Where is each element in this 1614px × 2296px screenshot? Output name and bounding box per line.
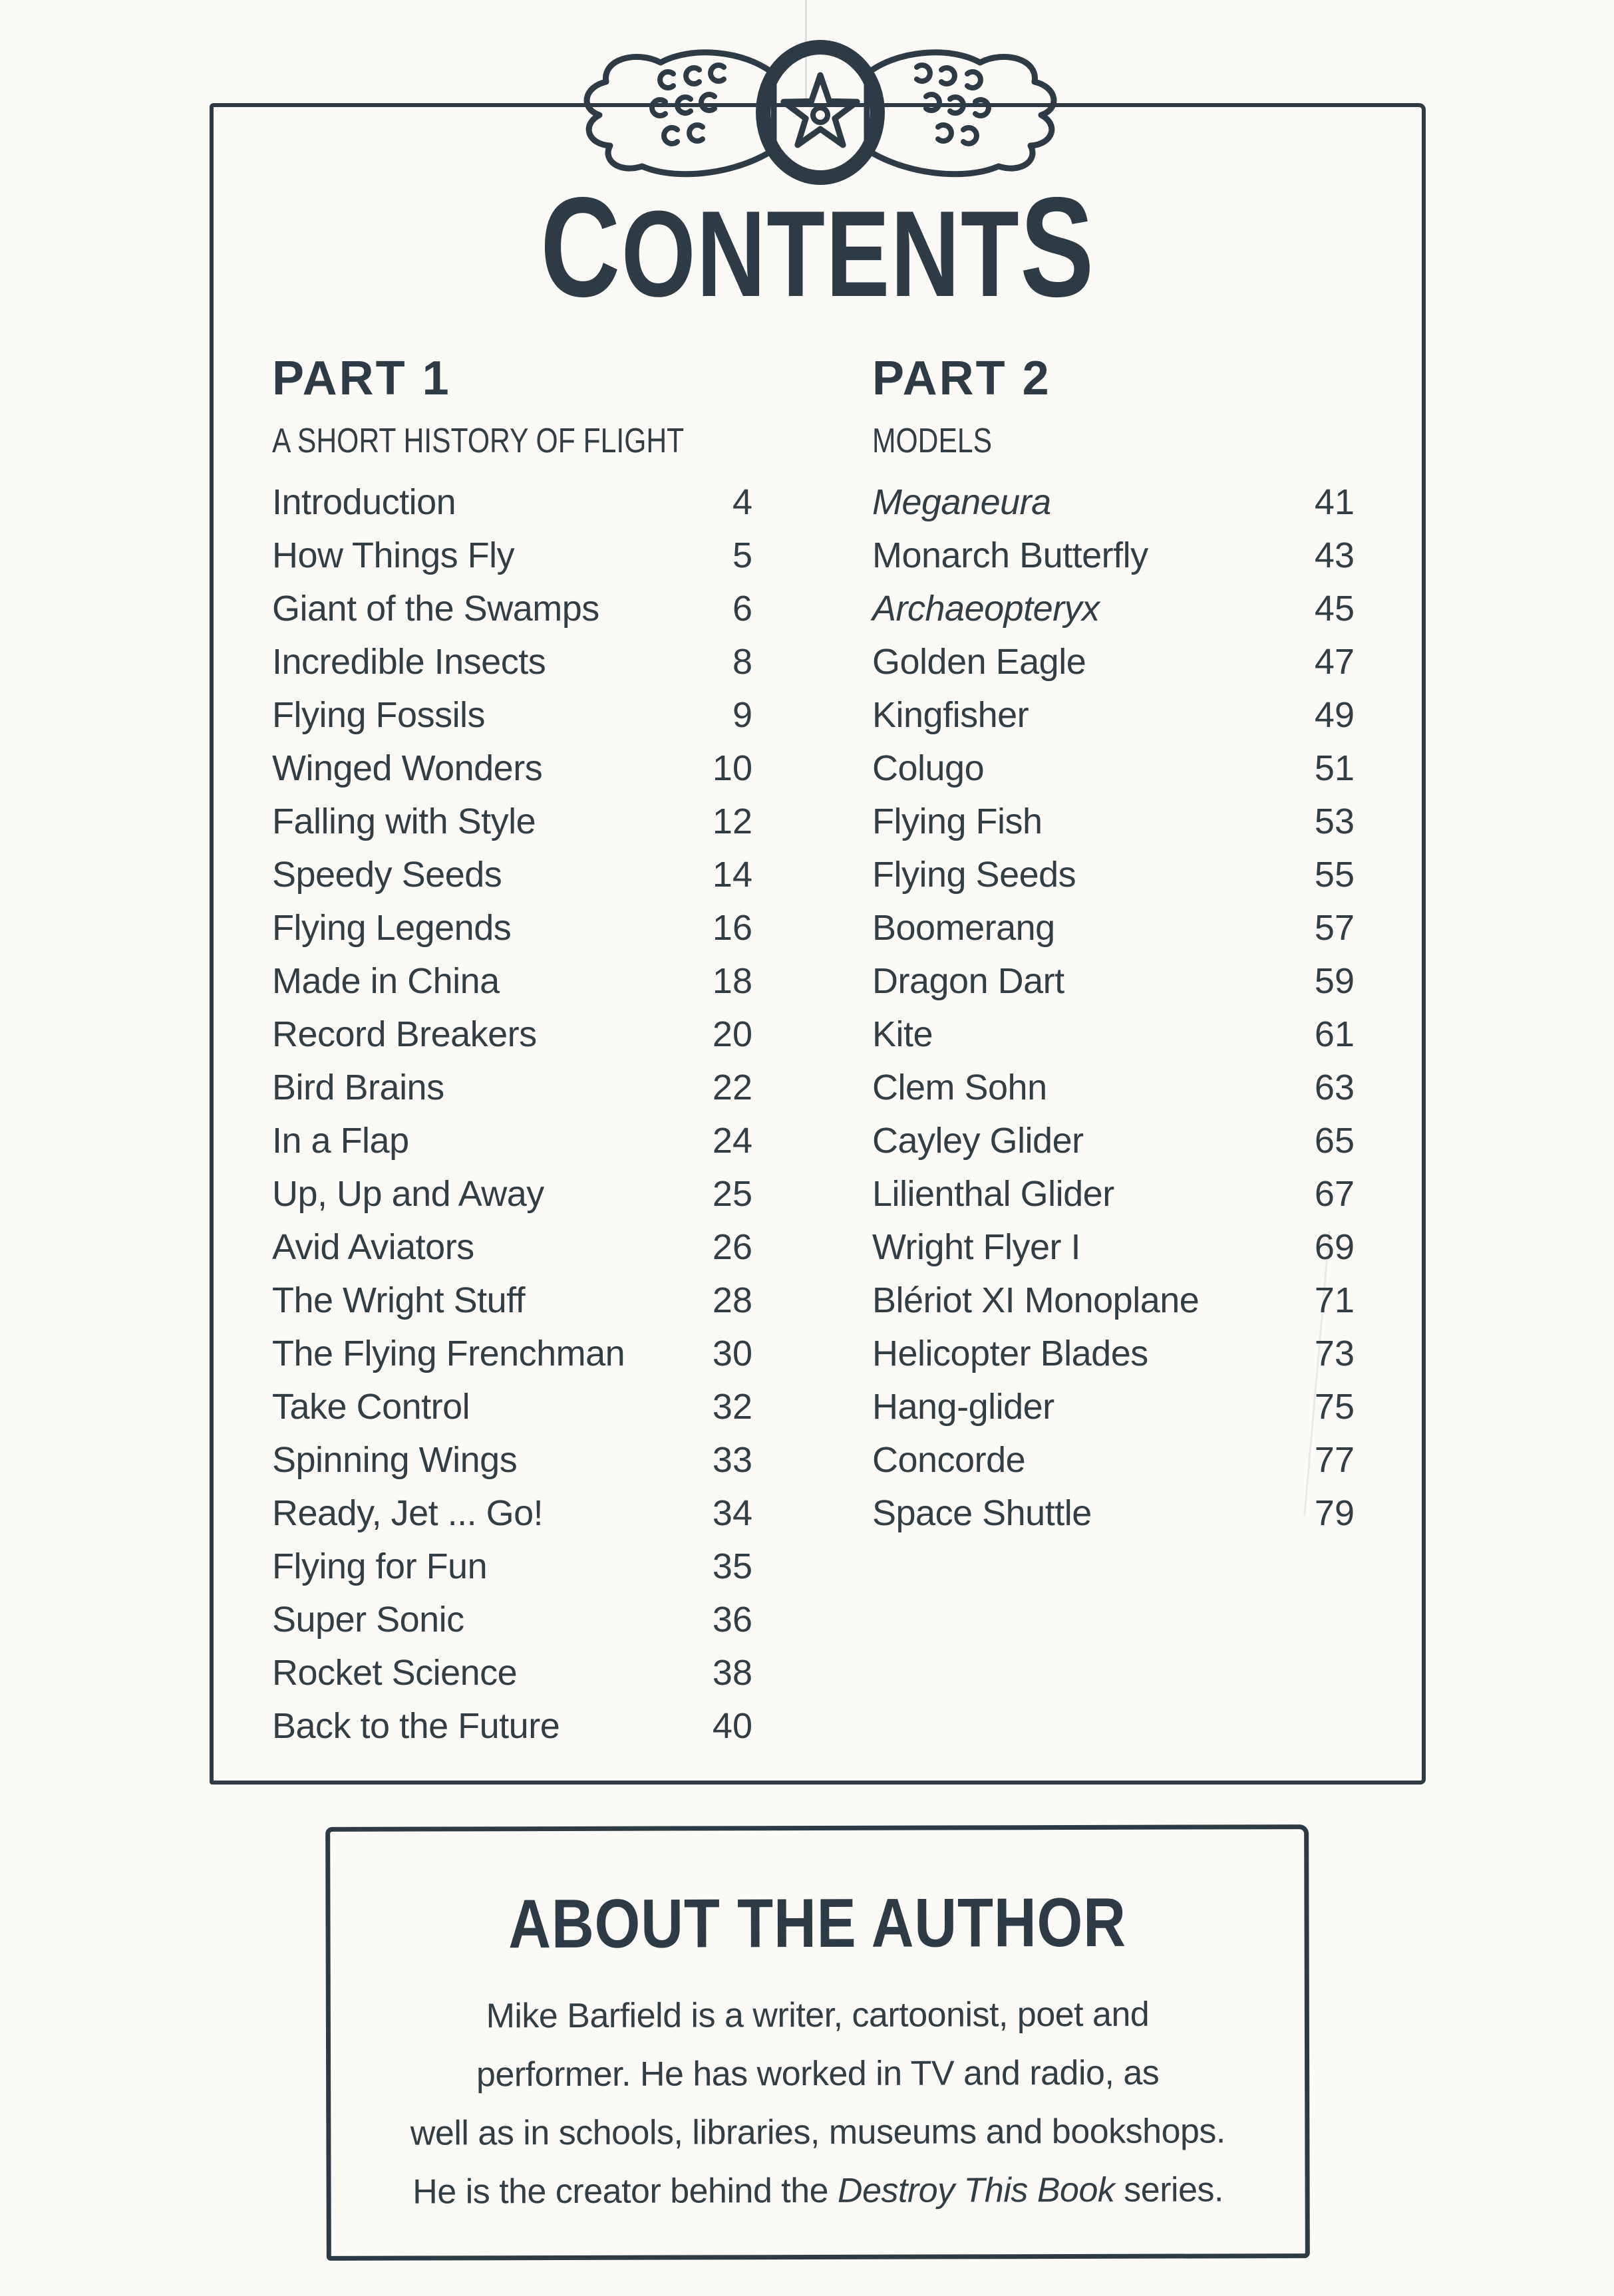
toc-entry <box>272 1167 752 1220</box>
toc-entry-label: Monarch Butterfly <box>872 535 1148 575</box>
toc-entry <box>272 742 752 795</box>
toc-entry-label: Dragon Dart <box>872 961 1064 1001</box>
about-line: well as in schools, libraries, museums and bookshops. <box>410 2112 1225 2153</box>
toc-entry-label: Speedy Seeds <box>272 855 502 895</box>
toc-entry <box>872 688 1355 742</box>
toc-entry-label: In a Flap <box>272 1121 409 1161</box>
toc-entry-label: Incredible Insects <box>272 642 546 682</box>
toc-entry-page: 14 <box>712 855 752 895</box>
toc-entry-label: Flying Fish <box>872 801 1043 841</box>
toc-entry <box>872 795 1355 848</box>
toc-entry-label: Winged Wonders <box>272 748 543 788</box>
toc-entry-page: 45 <box>1314 589 1355 629</box>
toc-entry-label: Up, Up and Away <box>272 1174 544 1214</box>
toc-entry-page: 36 <box>712 1600 752 1640</box>
toc-entry-page: 26 <box>712 1227 752 1267</box>
toc-entry-label: Flying for Fun <box>272 1546 488 1586</box>
about-line: Mike Barfield is a writer, cartoonist, poet and <box>486 1995 1150 2036</box>
toc-entry-page: 38 <box>712 1653 752 1693</box>
toc-entry-page: 67 <box>1314 1174 1355 1214</box>
toc-entry <box>272 795 752 848</box>
part2-heading: PART 2 <box>872 352 1051 405</box>
toc-entry-page: 10 <box>712 748 752 788</box>
toc-entry-page: 28 <box>712 1280 752 1320</box>
toc-entry-page: 20 <box>712 1014 752 1054</box>
toc-entry <box>272 1540 752 1593</box>
toc-entry-label: Flying Fossils <box>272 695 486 735</box>
toc-entry-page: 63 <box>1314 1068 1355 1107</box>
toc-entry-label: Boomerang <box>872 908 1055 948</box>
toc-entry-label: Giant of the Swamps <box>272 589 599 629</box>
about-line: series. <box>1114 2170 1224 2210</box>
toc-entry <box>272 1487 752 1540</box>
toc-entry <box>272 1433 752 1487</box>
toc-entry <box>872 635 1355 688</box>
toc-entry <box>272 476 752 529</box>
toc-entry-page: 18 <box>712 961 752 1001</box>
toc-entry <box>872 742 1355 795</box>
toc-entry-label: Lilienthal Glider <box>872 1174 1114 1214</box>
toc-entry-label: Record Breakers <box>272 1014 537 1054</box>
toc-entry-label: How Things Fly <box>272 535 515 575</box>
toc-entry-label: Take Control <box>272 1387 470 1427</box>
toc-entry-label: Wright Flyer I <box>872 1227 1081 1267</box>
toc-entry-page: 71 <box>1314 1280 1355 1320</box>
toc-entry-page: 55 <box>1314 855 1355 895</box>
toc-entry-label: Flying Legends <box>272 908 512 948</box>
toc-entry <box>272 954 752 1008</box>
toc-entry <box>872 1487 1355 1540</box>
toc-entry-page: 6 <box>732 589 752 629</box>
toc-entry <box>272 635 752 688</box>
part2-column <box>872 352 1355 1540</box>
toc-entry-page: 12 <box>712 801 752 841</box>
toc-entry-page: 57 <box>1314 908 1355 948</box>
toc-entry-label: Made in China <box>272 961 500 1001</box>
toc-entry <box>272 848 752 901</box>
toc-entry-label: Golden Eagle <box>872 642 1086 682</box>
toc-entry-page: 41 <box>1314 482 1355 522</box>
toc-entry-label: Hang-glider <box>872 1387 1054 1427</box>
toc-entry-page: 75 <box>1314 1387 1355 1427</box>
toc-entry <box>872 582 1355 635</box>
contents-box <box>210 103 1426 1785</box>
toc-entry-label: Space Shuttle <box>872 1493 1092 1533</box>
toc-entry <box>872 1061 1355 1114</box>
toc-entry-label: Back to the Future <box>272 1706 560 1746</box>
left-wing <box>587 53 774 174</box>
toc-entry-page: 5 <box>732 535 752 575</box>
toc-entry-label: Blériot XI Monoplane <box>872 1280 1200 1320</box>
toc-entry <box>872 1114 1355 1167</box>
toc-entry <box>272 529 752 582</box>
part1-list <box>272 476 752 1753</box>
part2-list <box>872 476 1355 1540</box>
star-roundel <box>763 47 878 178</box>
toc-entry-label: Spinning Wings <box>272 1440 518 1480</box>
toc-entry <box>272 688 752 742</box>
toc-entry-label: Avid Aviators <box>272 1227 474 1267</box>
about-line: performer. He has worked in TV and radio, as <box>476 2053 1160 2094</box>
toc-entry-page: 34 <box>712 1493 752 1533</box>
toc-entry-page: 4 <box>732 482 752 522</box>
toc-entry <box>272 1061 752 1114</box>
toc-entry-label: Helicopter Blades <box>872 1334 1148 1373</box>
toc-entry <box>872 476 1355 529</box>
toc-entry-label: Kite <box>872 1014 933 1054</box>
toc-entry <box>872 848 1355 901</box>
toc-entry-label: Clem Sohn <box>872 1068 1047 1107</box>
toc-entry-page: 77 <box>1314 1440 1355 1480</box>
toc-entry-page: 61 <box>1314 1014 1355 1054</box>
toc-entry-label: The Flying Frenchman <box>272 1334 625 1373</box>
toc-entry-page: 25 <box>712 1174 752 1214</box>
toc-entry <box>872 1274 1355 1327</box>
toc-entry-label: Falling with Style <box>272 801 536 841</box>
toc-entry-page: 24 <box>712 1121 752 1161</box>
toc-entry-label: The Wright Stuff <box>272 1280 526 1320</box>
about-author-box <box>325 1824 1310 2261</box>
toc-entry <box>272 1593 752 1646</box>
toc-entry <box>272 1114 752 1167</box>
toc-entry-label: Bird Brains <box>272 1068 444 1107</box>
toc-entry <box>872 1167 1355 1220</box>
toc-entry <box>872 1380 1355 1433</box>
toc-entry-page: 47 <box>1314 642 1355 682</box>
toc-entry <box>272 1699 752 1753</box>
toc-entry-page: 22 <box>712 1068 752 1107</box>
about-line: He is the creator behind the <box>412 2171 838 2212</box>
toc-entry-page: 35 <box>712 1546 752 1586</box>
toc-entry-label: Introduction <box>272 482 456 522</box>
toc-entry-page: 32 <box>712 1387 752 1427</box>
toc-entry-page: 30 <box>712 1334 752 1373</box>
toc-entry-page: 79 <box>1314 1493 1355 1533</box>
toc-entry-page: 53 <box>1314 801 1355 841</box>
toc-entry-page: 9 <box>732 695 752 735</box>
toc-entry <box>872 954 1355 1008</box>
toc-entry <box>272 1274 752 1327</box>
toc-entry-label: Rocket Science <box>272 1653 518 1693</box>
toc-entry-page: 51 <box>1314 748 1355 788</box>
toc-entry-page: 33 <box>712 1440 752 1480</box>
toc-entry <box>272 901 752 954</box>
toc-entry <box>872 1433 1355 1487</box>
book-series-title: Destroy This Book <box>837 2170 1115 2210</box>
toc-entry-page: 59 <box>1314 961 1355 1001</box>
toc-entry <box>272 1380 752 1433</box>
page-title: CONTENTS <box>540 168 1095 327</box>
toc-entry <box>872 901 1355 954</box>
right-wing <box>867 53 1054 174</box>
part1-subheading: A SHORT HISTORY OF FLIGHT <box>272 422 685 460</box>
toc-entry-page: 16 <box>712 908 752 948</box>
part2-subheading: MODELS <box>872 422 993 460</box>
toc-entry-label: Flying Seeds <box>872 855 1076 895</box>
toc-entry-page: 8 <box>732 642 752 682</box>
toc-entry-label: Cayley Glider <box>872 1121 1084 1161</box>
toc-entry <box>872 1008 1355 1061</box>
toc-entry-label: Super Sonic <box>272 1600 464 1640</box>
toc-entry <box>272 1646 752 1699</box>
toc-entry <box>272 1008 752 1061</box>
toc-entry <box>272 1220 752 1274</box>
about-text <box>331 1985 1305 2222</box>
toc-entry-label: Kingfisher <box>872 695 1029 735</box>
toc-entry <box>872 1327 1355 1380</box>
toc-entry-page: 49 <box>1314 695 1355 735</box>
toc-entry-label: Meganeura <box>872 482 1051 522</box>
toc-entry-label: Concorde <box>872 1440 1026 1480</box>
toc-entry-page: 69 <box>1314 1227 1355 1267</box>
part1-heading: PART 1 <box>272 352 451 405</box>
toc-entry-label: Archaeopteryx <box>872 589 1100 629</box>
toc-entry-page: 65 <box>1314 1121 1355 1161</box>
toc-entry-label: Ready, Jet ... Go! <box>272 1493 544 1533</box>
part1-column <box>272 352 752 1753</box>
toc-entry-page: 73 <box>1314 1334 1355 1373</box>
toc-entry <box>272 1327 752 1380</box>
about-heading: ABOUT THE AUTHOR <box>508 1884 1126 1963</box>
toc-entry <box>872 1220 1355 1274</box>
toc-entry-label: Colugo <box>872 748 985 788</box>
toc-entry-page: 40 <box>712 1706 752 1746</box>
toc-entry <box>872 529 1355 582</box>
toc-entry-page: 43 <box>1314 535 1355 575</box>
toc-entry <box>272 582 752 635</box>
winged-star-badge-icon <box>567 33 1073 192</box>
